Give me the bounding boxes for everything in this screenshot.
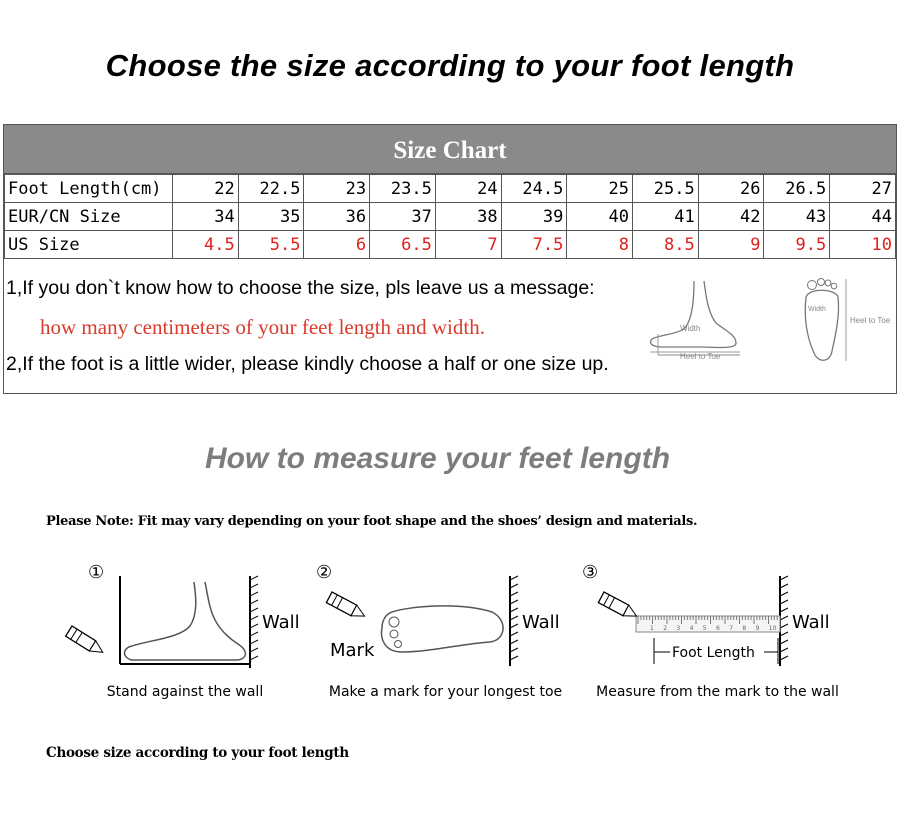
ruler-number: 3 [676,625,681,632]
size-cell: 8 [567,231,633,259]
size-cell: 22 [173,175,239,203]
size-cell: 26 [698,175,764,203]
ruler-number: 1 [650,625,654,632]
step-2-caption: Make a mark for your longest toe [328,684,563,700]
ruler-number: 4 [689,625,694,632]
size-cell: 26.5 [764,175,830,203]
ruler-number: 7 [729,625,734,632]
size-cell: 37 [370,203,436,231]
size-row [5,231,896,259]
size-cell: 22.5 [238,175,304,203]
ruler-number: 2 [663,625,668,632]
step-2-mark-label: Mark [330,640,375,661]
size-cell: 10 [830,231,896,259]
side-width-label: Width [680,324,701,333]
note-line-3: 2,If the foot is a little wider, please kindly choose a half or one size up. [6,353,609,375]
please-note: Please Note: Fit may vary depending on your foot shape and the shoes’ design and materials. [46,514,698,529]
size-row [5,175,896,203]
size-cell: 43 [764,203,830,231]
step-2-number: ② [316,562,333,583]
ruler-number: 8 [742,625,747,632]
top-width-label: Width [808,306,826,313]
size-cell: 36 [304,203,370,231]
size-cell: 38 [435,203,501,231]
ruler-number: 6 [716,625,720,632]
size-cell: 44 [830,203,896,231]
size-cell: 39 [501,203,567,231]
size-chart [3,124,897,394]
size-row [5,203,896,231]
size-row-label: Foot Length(cm) [5,175,173,203]
step-3-figure [580,556,850,678]
step-3-caption: Measure from the mark to the wall [596,684,839,700]
size-cell: 25 [567,175,633,203]
size-cell: 9.5 [764,231,830,259]
note-line-1: 1,If you don`t know how to choose the size, pls leave us a message: [6,277,595,299]
foot-top-icon [796,275,896,370]
size-cell: 9 [698,231,764,259]
size-cell: 42 [698,203,764,231]
step-3-wall-label: Wall [792,612,830,633]
ruler-number: 9 [755,625,760,632]
step-1-wall-label: Wall [262,612,300,633]
step-2-figure [310,556,570,678]
step-1-figure [60,556,300,678]
side-heel-toe-label: Heel to Toe [680,352,721,361]
ruler-number: 10 [768,625,777,632]
size-chart-header: Size Chart [4,125,896,174]
foot-side-icon [644,251,749,366]
size-cell: 8.5 [633,231,699,259]
size-cell: 5.5 [238,231,304,259]
page-title: Choose the size according to your foot length [105,48,795,83]
size-cell: 7 [435,231,501,259]
step-3-number: ③ [582,562,599,583]
size-cell: 25.5 [633,175,699,203]
size-cell: 24 [435,175,501,203]
step-1-caption: Stand against the wall [106,684,264,700]
size-cell: 40 [567,203,633,231]
step-2-wall-label: Wall [522,612,560,633]
size-cell: 6 [304,231,370,259]
size-cell: 41 [633,203,699,231]
step-1-number: ① [88,562,105,583]
ruler-number: 5 [702,625,707,632]
note-line-2: how many centimeters of your feet length and width. [40,315,485,339]
top-heel-toe-label: Heel to Toe [850,316,891,325]
size-cell: 23 [304,175,370,203]
size-cell: 4.5 [173,231,239,259]
size-row-label: US Size [5,231,173,259]
size-cell: 6.5 [370,231,436,259]
size-cell: 34 [173,203,239,231]
size-cell: 35 [238,203,304,231]
size-cell: 27 [830,175,896,203]
bottom-note: Choose size according to your foot length [46,745,349,761]
howto-title: How to measure your feet length [204,442,671,475]
size-cell: 7.5 [501,231,567,259]
size-cell: 24.5 [501,175,567,203]
step-3-measure-label: Foot Length [672,645,755,661]
size-row-label: EUR/CN Size [5,203,173,231]
size-table [4,174,896,259]
size-cell: 23.5 [370,175,436,203]
